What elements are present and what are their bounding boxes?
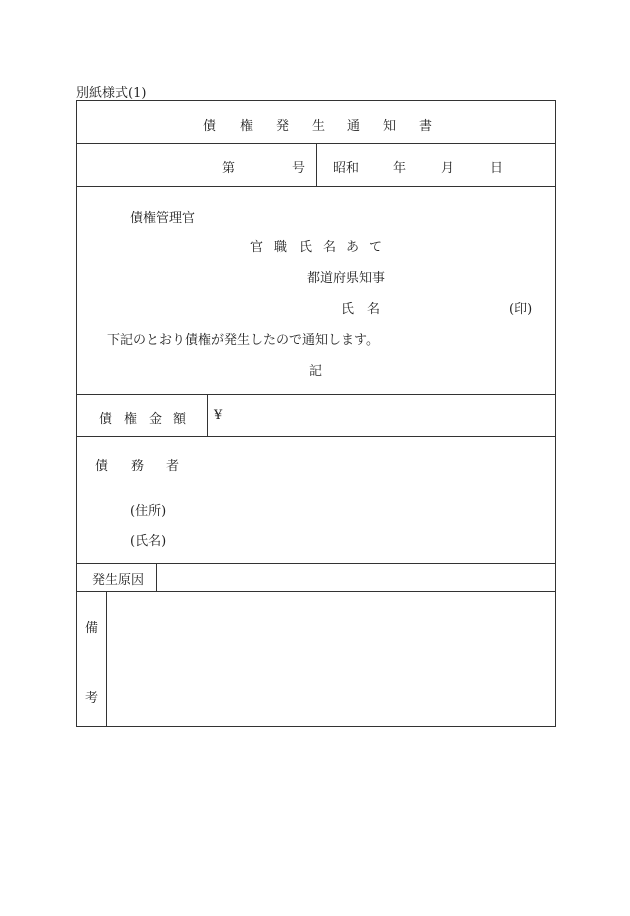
title-char: 生 <box>312 119 326 134</box>
remarks-label-char: 考 <box>85 691 99 706</box>
divider <box>316 143 317 186</box>
cause-label: 発生原因 <box>92 573 145 588</box>
divider <box>207 394 208 436</box>
title-char: 発 <box>276 119 290 134</box>
form-label: 別紙様式(1) <box>76 86 147 101</box>
divider <box>76 394 556 395</box>
yen-sign: ¥ <box>214 408 223 423</box>
official-name-char: 官 <box>250 240 264 255</box>
number-dai: 第 <box>222 161 236 176</box>
official-name-char: あ <box>346 240 360 255</box>
debtor-label-char: 者 <box>166 459 180 474</box>
official-name-char: 名 <box>323 240 337 255</box>
remarks-label-char: 備 <box>85 621 99 636</box>
divider <box>156 563 157 591</box>
year-label: 年 <box>393 161 407 176</box>
debtor-name-label: (氏名) <box>130 534 167 549</box>
title-char: 通 <box>347 119 361 134</box>
day-label: 日 <box>490 161 504 176</box>
divider <box>76 591 556 592</box>
divider <box>106 591 107 727</box>
title-char: 知 <box>383 119 397 134</box>
amount-label-char: 債 <box>99 412 113 427</box>
notice-text: 下記のとおり債権が発生したので通知します。 <box>107 333 379 348</box>
seal-mark: (印) <box>509 302 533 317</box>
title-char: 権 <box>240 119 254 134</box>
month-label: 月 <box>441 161 455 176</box>
address-label: (住所) <box>130 504 167 519</box>
official-name-char: 職 <box>274 240 288 255</box>
ki-label: 記 <box>309 364 323 379</box>
amount-label-char: 額 <box>173 412 187 427</box>
amount-label-char: 金 <box>149 412 163 427</box>
title-char: 債 <box>203 119 217 134</box>
divider <box>76 563 556 564</box>
amount-label-char: 権 <box>124 412 138 427</box>
title-char: 書 <box>419 119 433 134</box>
divider <box>76 436 556 437</box>
form-frame <box>76 100 556 727</box>
debtor-label-char: 債 <box>95 459 109 474</box>
governor-label: 都道府県知事 <box>307 271 386 286</box>
number-go: 号 <box>292 161 306 176</box>
era-label: 昭和 <box>333 161 360 176</box>
official-name-char: て <box>369 240 383 255</box>
addressee: 債権管理官 <box>130 211 196 226</box>
debtor-label-char: 務 <box>131 459 145 474</box>
official-name-char: 氏 <box>299 240 313 255</box>
divider <box>76 186 556 187</box>
name-label-char: 氏 <box>341 302 355 317</box>
name-label-char: 名 <box>367 302 381 317</box>
